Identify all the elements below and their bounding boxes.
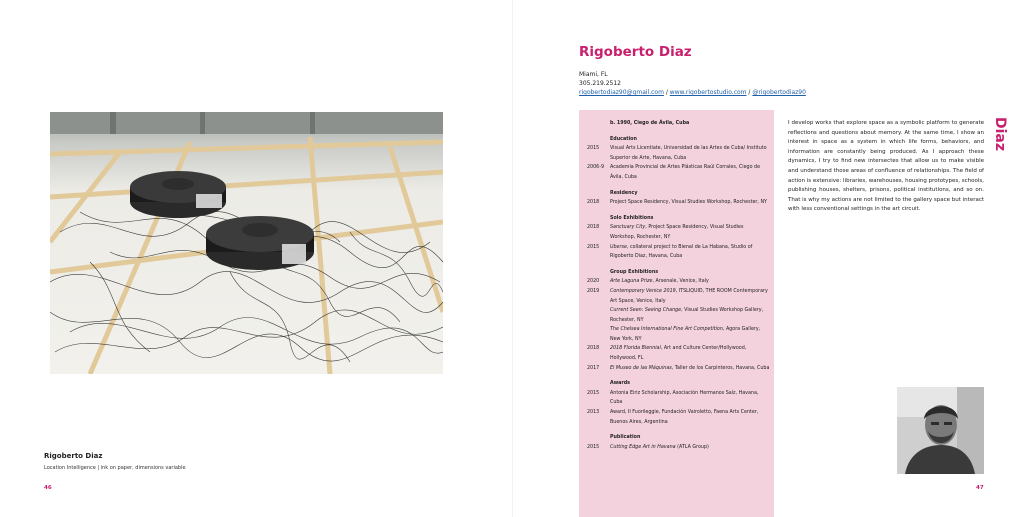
link-separator: / <box>746 89 753 96</box>
cv-entry-year: 2015 <box>587 444 600 450</box>
vertical-surname: Diaz <box>992 117 1008 152</box>
cv-entry <box>587 443 770 453</box>
cv-entry <box>587 408 770 427</box>
cv-heading-solo: Solo Exhibitions <box>610 215 654 221</box>
cv-entry <box>587 287 770 306</box>
cv-entry-year: 2015 <box>587 244 600 250</box>
cv-entry <box>587 306 770 325</box>
cv-entry-text: 2018 Florida Biennial, Art and Culture Center/Hollywood, Hollywood, FL <box>610 346 747 362</box>
cv-entry-text: Sanctuary City, Project Space Residency, Visual Studies Workshop, Rochester, NY <box>610 225 744 240</box>
cv-entry-text: Current Seen: Seeing Change, Visual Studies Workshop Gallery, Rochester, NY <box>610 308 764 323</box>
cv-entry-text: Visual Arts Licentiate, Universidad de las Artes de Cuba/ Instituto Superior de Arte, Havana, Cuba <box>610 146 767 161</box>
cv-entry-text: Project Space Residency, Visual Studies Workshop, Rochester, NY <box>610 200 767 206</box>
cv-entry <box>587 389 770 408</box>
cv-entry-text: Antonia Eiriz Scholarship, Asociación Hermanos Saíz, Havana, Cuba <box>610 390 759 406</box>
cv-entry-title: Cutting Edge Art in Havana <box>610 444 676 450</box>
website-link[interactable]: www.rigobertostudio.com <box>669 89 747 96</box>
cv-heading-publication: Publication <box>610 435 641 441</box>
cv-entry-title: Contemporary Venice 2019 <box>610 288 676 294</box>
cv-entry <box>587 277 770 287</box>
cv-entry-text: Cutting Edge Art in Havana (ATLA Group) <box>610 444 709 450</box>
cv-heading-group: Group Exhibitions <box>610 269 659 275</box>
cv-entry-text: Award, II Fuorileggie, Fundación Vairoletto, Faena Arts Center, Buenos Aires, Argentina <box>610 410 759 425</box>
artist-city: Miami, FL <box>579 71 608 78</box>
cv-solo-list <box>587 223 770 261</box>
page-spine <box>512 0 513 517</box>
cv-entry-year: 2006-9 <box>587 165 604 171</box>
cv-birth: b. 1990, Ciego de Ávila, Cuba <box>610 121 690 126</box>
contact-links <box>579 89 806 96</box>
cv-entry-title: 2018 Florida Biennial <box>610 346 661 352</box>
cv-residency-list <box>587 198 770 208</box>
cv-entry-year: 2015 <box>587 146 600 152</box>
page-number-left: 46 <box>44 485 52 491</box>
cv-education-list <box>587 144 770 182</box>
cv-awards-list <box>587 389 770 427</box>
cv-heading-awards: Awards <box>610 381 631 387</box>
artist-phone: 305.219.2512 <box>579 80 621 87</box>
cv-group-list <box>587 277 770 373</box>
cv-entry-year: 2020 <box>587 279 600 285</box>
cv-entry-year <box>587 325 610 344</box>
cv-entry <box>587 144 770 163</box>
instagram-link[interactable]: @rigobertodiaz90 <box>752 89 806 96</box>
cv-entry-title: Current Seen: Seeing Change <box>610 308 682 314</box>
email-link[interactable]: rigobertodiaz90@gmail.com <box>579 89 664 96</box>
page-number-right: 47 <box>976 485 984 491</box>
cv-entry-title: El Museo de las Máquinas <box>610 365 672 371</box>
cv-entry-text: Uberse, collateral project to Bienal de La Habana, Studio of Rigoberto Diaz, Havana, Cuba <box>610 244 753 260</box>
cv-entry <box>587 223 770 242</box>
cv-heading-residency: Residency <box>610 190 638 196</box>
cv-entry-text: Academia Provincial de Artes Plásticas Raúl Corrales, Ciego de Ávila, Cuba <box>610 165 761 180</box>
cv-entry-year: 2018 <box>587 200 600 206</box>
cv-entry <box>587 198 770 208</box>
cv-entry-year: 2019 <box>587 288 600 294</box>
cv-entry-title: Uberse <box>610 244 627 250</box>
caption-subtitle: Location Intelligence | ink on paper, dimensions variable <box>44 465 186 471</box>
cv-entry-year: 2017 <box>587 365 600 371</box>
cv-entry <box>587 344 770 363</box>
artist-name: Rigoberto Diaz <box>579 44 692 60</box>
cv-entry-year: 2018 <box>587 346 600 352</box>
cv-heading-education: Education <box>610 136 637 142</box>
cv-content <box>587 119 770 452</box>
cv-entry-year: 2013 <box>587 410 600 416</box>
artist-statement: I develop works that explore space as a symbolic platform to generate reflections and questions about memory. At the same time, I show an interest in space as a system in which life forms, behaviors, and information are constantly being produced. As I approach these dynamics, I try to find new intersectes that allow us to make visible and understand those areas of confluence of relationships. The field of action is extensive: libraries, warehouses, housing prototypes, schools, publishing houses, shelters, prisons, political institutions, and so on. That is why my actions are not limited to the gallery space but interact with less conventional settings in the art circuit. <box>788 120 985 213</box>
caption-title: Rigoberto Diaz <box>44 452 103 460</box>
artwork-photo <box>50 112 443 374</box>
cv-entry-text: Contemporary Venice 2019, ITSLIQUID, THE ROOM Contemporary Art Space, Venice, Italy <box>610 288 768 304</box>
artist-portrait <box>897 387 984 474</box>
cv-entry-title: Sanctuary City <box>610 225 646 231</box>
link-separator: / <box>663 89 670 96</box>
cv-entry <box>587 364 770 374</box>
cv-entry-year: 2015 <box>587 390 600 396</box>
cv-entry <box>587 163 770 182</box>
cv-publication-list <box>587 443 770 453</box>
cv-entry-title: The Chelsea International Fine Art Competition <box>610 327 723 333</box>
cv-entry-text: Arte Laguna Prize, Arsenale, Venice, Italy <box>610 279 709 285</box>
cv-entry <box>587 325 770 344</box>
cv-entry <box>587 243 770 262</box>
cv-entry-text: The Chelsea International Fine Art Competition, Agora Gallery, New York, NY <box>610 327 761 342</box>
cv-entry-text: El Museo de las Máquinas, Taller de los Carpinteros, Havana, Cuba <box>610 365 770 371</box>
cv-entry-year <box>587 306 610 325</box>
cv-entry-title: Arte Laguna Prize <box>610 279 653 285</box>
cv-entry-year: 2018 <box>587 225 600 231</box>
